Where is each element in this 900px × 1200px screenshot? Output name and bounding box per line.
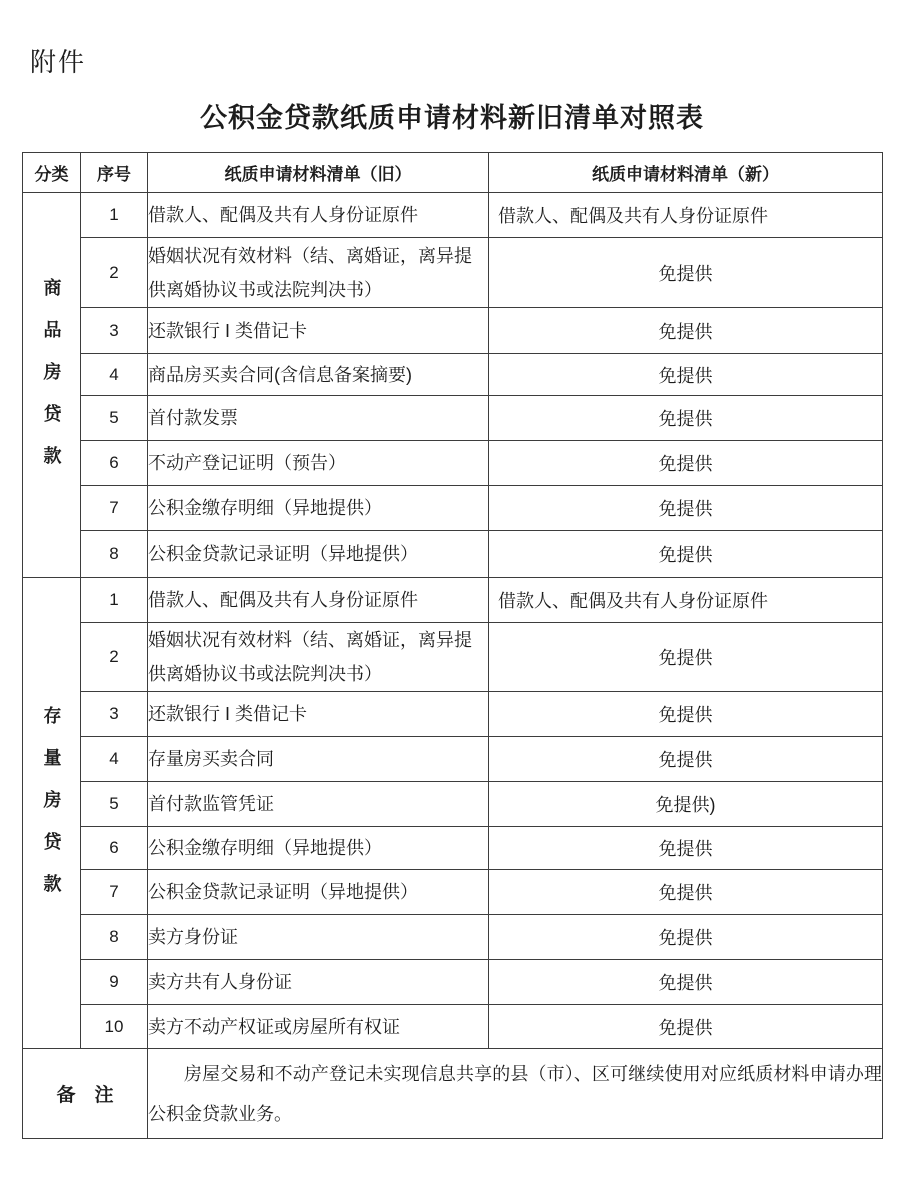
old-material-cell: 借款人、配偶及共有人身份证原件 bbox=[148, 578, 489, 623]
new-material-cell: 免提供 bbox=[489, 960, 883, 1005]
category-cell-commercial bbox=[23, 193, 81, 578]
table-row bbox=[23, 692, 883, 737]
old-material-cell: 首付款发票 bbox=[148, 396, 489, 441]
table-row bbox=[23, 486, 883, 531]
row-number: 4 bbox=[81, 354, 148, 396]
table-row bbox=[23, 623, 883, 692]
table-row bbox=[23, 782, 883, 827]
row-number: 6 bbox=[81, 441, 148, 486]
old-material-cell: 卖方身份证 bbox=[148, 915, 489, 960]
old-material-cell: 卖方共有人身份证 bbox=[148, 960, 489, 1005]
old-material-cell: 婚姻状况有效材料（结、离婚证，离异提供离婚协议书或法院判决书） bbox=[148, 623, 489, 692]
new-material-cell: 免提供 bbox=[489, 308, 883, 354]
table-row bbox=[23, 578, 883, 623]
new-material-cell: 免提供 bbox=[489, 1005, 883, 1049]
table-row bbox=[23, 531, 883, 578]
new-material-cell: 免提供) bbox=[489, 782, 883, 827]
table-row bbox=[23, 308, 883, 354]
row-number: 1 bbox=[81, 193, 148, 238]
new-material-cell: 借款人、配偶及共有人身份证原件 bbox=[489, 193, 883, 238]
remark-text: 房屋交易和不动产登记未实现信息共享的县（市）、区可继续使用对应纸质材料申请办理公积金贷款业务。 bbox=[148, 1049, 883, 1139]
row-number: 3 bbox=[81, 308, 148, 354]
new-material-cell: 借款人、配偶及共有人身份证原件 bbox=[489, 578, 883, 623]
table-row bbox=[23, 870, 883, 915]
new-material-cell: 免提供 bbox=[489, 531, 883, 578]
remark-row bbox=[23, 1049, 883, 1139]
old-material-cell: 还款银行 I 类借记卡 bbox=[148, 692, 489, 737]
row-number: 6 bbox=[81, 827, 148, 870]
table-row bbox=[23, 354, 883, 396]
table-row bbox=[23, 737, 883, 782]
new-material-cell: 免提供 bbox=[489, 623, 883, 692]
row-number: 10 bbox=[81, 1005, 148, 1049]
category-cell-existing bbox=[23, 578, 81, 1049]
new-material-cell: 免提供 bbox=[489, 396, 883, 441]
table-row bbox=[23, 441, 883, 486]
old-material-cell: 公积金贷款记录证明（异地提供） bbox=[148, 870, 489, 915]
page-title: 公积金贷款纸质申请材料新旧清单对照表 bbox=[200, 103, 704, 133]
old-material-cell: 还款银行 I 类借记卡 bbox=[148, 308, 489, 354]
old-material-cell: 不动产登记证明（预告） bbox=[148, 441, 489, 486]
table-row bbox=[23, 396, 883, 441]
row-number: 7 bbox=[81, 870, 148, 915]
category-label: 存量房贷款 bbox=[41, 705, 62, 916]
attachment-label: 附件 bbox=[30, 47, 87, 77]
header-old-list: 纸质申请材料清单（旧） bbox=[148, 153, 489, 193]
header-row bbox=[23, 153, 883, 193]
table-row bbox=[23, 193, 883, 238]
old-material-cell: 借款人、配偶及共有人身份证原件 bbox=[148, 193, 489, 238]
old-material-cell: 存量房买卖合同 bbox=[148, 737, 489, 782]
new-material-cell: 免提供 bbox=[489, 915, 883, 960]
row-number: 2 bbox=[81, 623, 148, 692]
new-material-cell: 免提供 bbox=[489, 692, 883, 737]
new-material-cell: 免提供 bbox=[489, 827, 883, 870]
table-row bbox=[23, 827, 883, 870]
row-number: 9 bbox=[81, 960, 148, 1005]
row-number: 8 bbox=[81, 531, 148, 578]
new-material-cell: 免提供 bbox=[489, 737, 883, 782]
old-material-cell: 商品房买卖合同(含信息备案摘要) bbox=[148, 354, 489, 396]
table-row bbox=[23, 915, 883, 960]
table-row bbox=[23, 960, 883, 1005]
row-number: 4 bbox=[81, 737, 148, 782]
old-material-cell: 婚姻状况有效材料（结、离婚证，离异提供离婚协议书或法院判决书） bbox=[148, 238, 489, 308]
new-material-cell: 免提供 bbox=[489, 870, 883, 915]
row-number: 1 bbox=[81, 578, 148, 623]
old-material-cell: 首付款监管凭证 bbox=[148, 782, 489, 827]
new-material-cell: 免提供 bbox=[489, 441, 883, 486]
new-material-cell: 免提供 bbox=[489, 486, 883, 531]
old-material-cell: 公积金缴存明细（异地提供） bbox=[148, 827, 489, 870]
header-new-list: 纸质申请材料清单（新） bbox=[489, 153, 883, 193]
table-row bbox=[23, 1005, 883, 1049]
old-material-cell: 公积金缴存明细（异地提供） bbox=[148, 486, 489, 531]
old-material-cell: 公积金贷款记录证明（异地提供） bbox=[148, 531, 489, 578]
row-number: 5 bbox=[81, 396, 148, 441]
new-material-cell: 免提供 bbox=[489, 354, 883, 396]
row-number: 8 bbox=[81, 915, 148, 960]
header-category: 分类 bbox=[23, 153, 81, 193]
old-material-cell: 卖方不动产权证或房屋所有权证 bbox=[148, 1005, 489, 1049]
category-label: 商品房贷款 bbox=[41, 277, 62, 488]
remark-label: 备 注 bbox=[23, 1049, 148, 1139]
materials-comparison-table bbox=[22, 152, 883, 1139]
row-number: 3 bbox=[81, 692, 148, 737]
header-no: 序号 bbox=[81, 153, 148, 193]
new-material-cell: 免提供 bbox=[489, 238, 883, 308]
row-number: 7 bbox=[81, 486, 148, 531]
row-number: 2 bbox=[81, 238, 148, 308]
table-row bbox=[23, 238, 883, 308]
row-number: 5 bbox=[81, 782, 148, 827]
